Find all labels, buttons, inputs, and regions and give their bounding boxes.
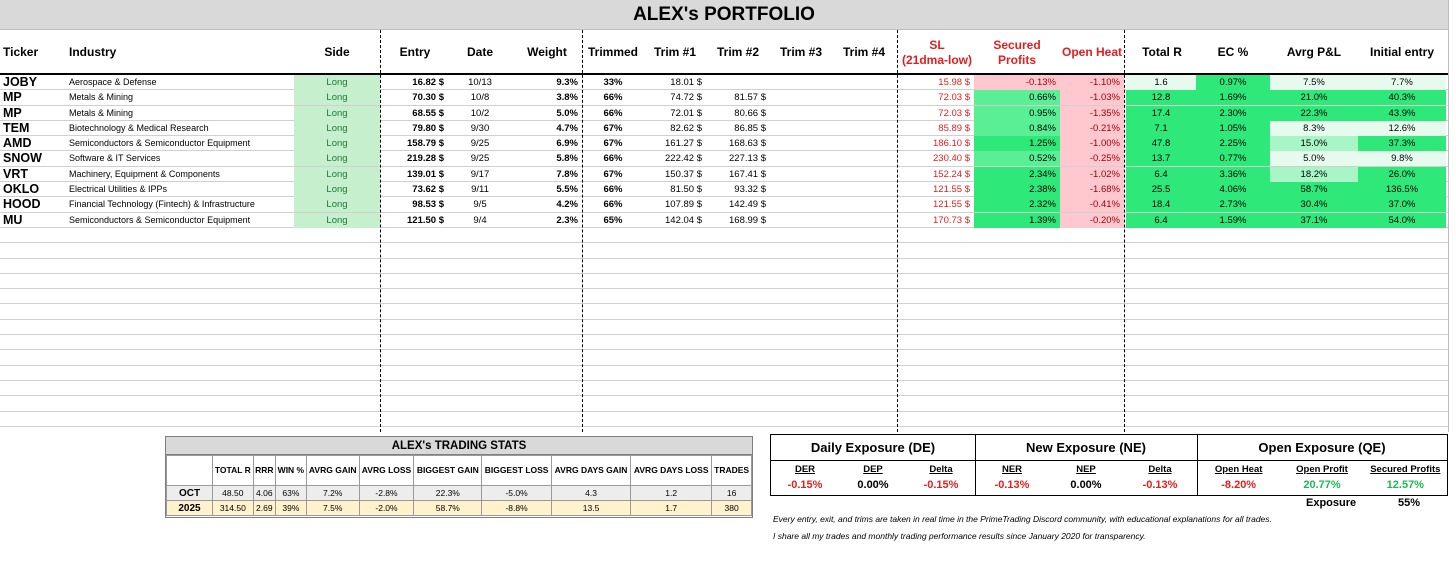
portfolio-table xyxy=(0,30,1448,427)
table-row xyxy=(0,350,1448,365)
cell-total-r: 25.5 xyxy=(1126,182,1196,197)
cell-trimmed: 33% xyxy=(603,77,623,88)
cell-sl: 186.10 $ xyxy=(933,138,970,150)
header-entry: Entry xyxy=(399,45,431,59)
cell-weight: 2.3% xyxy=(556,214,578,226)
cell-open-heat: -0.25% xyxy=(1060,151,1124,166)
cell-trim1: 82.62 $ xyxy=(670,122,702,134)
cell-weight: 5.0% xyxy=(556,107,578,119)
stats-col-header: BIGGEST GAIN xyxy=(414,456,482,486)
oe-value: 12.57% xyxy=(1386,479,1424,491)
cell-industry: Biotechnology & Medical Research xyxy=(69,122,209,133)
note-line-1: Every entry, exit, and trims are taken in real time in the PrimeTrading Discord community, with educational explanations for all trades. xyxy=(773,514,1272,524)
oe-label: Open Profit xyxy=(1296,464,1348,475)
stats-oct-value: 4.3 xyxy=(551,486,630,501)
divider xyxy=(582,30,583,432)
cell-sl: 121.55 $ xyxy=(933,184,970,196)
divider xyxy=(1448,0,1449,432)
cell-weight: 6.9% xyxy=(556,138,578,150)
cell-avg-pl: 30.4% xyxy=(1270,197,1358,212)
cell-industry: Software & IT Services xyxy=(69,153,161,164)
header-trim4: Trim #4 xyxy=(842,45,886,59)
cell-ticker: SNOW xyxy=(3,151,42,166)
stats-col-header: AVRG GAIN xyxy=(306,456,359,486)
cell-side: Long xyxy=(294,90,380,105)
cell-date: 10/2 xyxy=(470,107,490,119)
stats-year-value: 314.50 xyxy=(213,501,254,516)
header-ticker: Ticker xyxy=(3,45,39,59)
cell-ticker: OKLO xyxy=(3,182,40,197)
cell-open-heat: -0.20% xyxy=(1060,213,1124,228)
stats-oct-value: 4.06 xyxy=(253,486,275,501)
ne-label: Delta xyxy=(1148,464,1172,475)
ne-value: 0.00% xyxy=(1070,479,1102,491)
header-side: Side xyxy=(324,45,350,59)
cell-entry: 70.30 $ xyxy=(412,92,444,104)
cell-open-heat: -1.68% xyxy=(1060,182,1124,197)
oe-label: Secured Profits xyxy=(1370,464,1441,475)
header-sl xyxy=(900,30,974,75)
cell-date: 9/5 xyxy=(473,199,487,211)
header-date: Date xyxy=(466,45,493,59)
cell-avg-pl: 7.5% xyxy=(1270,75,1358,90)
cell-initial-entry: 12.6% xyxy=(1358,121,1446,136)
cell-ec: 2.73% xyxy=(1196,197,1270,212)
cell-total-r: 12.8 xyxy=(1126,90,1196,105)
portfolio-title: ALEX's PORTFOLIO xyxy=(0,0,1448,30)
cell-open-heat: -1.10% xyxy=(1060,75,1124,90)
cell-total-r: 7.1 xyxy=(1126,121,1196,136)
stats-oct-value: 1.2 xyxy=(631,486,712,501)
stats-corner xyxy=(167,456,213,486)
header-secured: Secured Profits xyxy=(993,37,1041,67)
cell-ec: 4.06% xyxy=(1196,182,1270,197)
stats-col-header: AVRG DAYS GAIN xyxy=(551,456,630,486)
table-row xyxy=(0,274,1448,289)
cell-open-heat: -1.03% xyxy=(1060,90,1124,105)
cell-date: 9/4 xyxy=(473,214,487,226)
cell-ec: 1.59% xyxy=(1196,213,1270,228)
cell-date: 10/13 xyxy=(468,77,492,88)
cell-ticker: VRT xyxy=(3,166,28,181)
table-row xyxy=(0,75,1448,90)
cell-ec: 1.69% xyxy=(1196,90,1270,105)
cell-trim1: 222.42 $ xyxy=(665,153,702,165)
stats-table xyxy=(166,455,752,516)
cell-trim1: 161.27 $ xyxy=(665,138,702,150)
table-row xyxy=(0,106,1448,121)
table-row xyxy=(0,381,1448,396)
header-trimmed: Trimmed xyxy=(587,45,638,59)
cell-industry: Financial Technology (Fintech) & Infrastructure xyxy=(69,199,255,210)
stats-oct-value: 48.50 xyxy=(213,486,254,501)
stats-col-header: WIN % xyxy=(276,456,307,486)
cell-trim1: 74.72 $ xyxy=(670,92,702,104)
cell-open-heat: -1.35% xyxy=(1060,106,1124,121)
cell-trim2: 168.63 $ xyxy=(729,138,766,150)
stats-year-label: 2025 xyxy=(167,501,213,516)
stats-oct-value: 22.3% xyxy=(414,486,482,501)
stats-col-header: BIGGEST LOSS xyxy=(482,456,552,486)
cell-trimmed: 67% xyxy=(603,168,623,180)
table-row xyxy=(0,289,1448,304)
cell-entry: 79.80 $ xyxy=(412,122,444,134)
table-row xyxy=(0,243,1448,258)
table-row xyxy=(0,136,1448,151)
ne-value: -0.13% xyxy=(994,479,1030,491)
cell-side: Long xyxy=(294,151,380,166)
cell-trim1: 72.01 $ xyxy=(670,107,702,119)
cell-sl: 72.03 $ xyxy=(938,92,970,104)
stats-year-value: 2.69 xyxy=(253,501,275,516)
cell-initial-entry: 37.0% xyxy=(1358,197,1446,212)
cell-ec: 3.36% xyxy=(1196,167,1270,182)
stats-year-value: 39% xyxy=(276,501,307,516)
table-row xyxy=(0,396,1448,411)
cell-ec: 2.25% xyxy=(1196,136,1270,151)
stats-oct-value: 16 xyxy=(712,486,752,501)
cell-secured: 1.39% xyxy=(974,213,1060,228)
cell-sl: 170.73 $ xyxy=(933,214,970,226)
cell-sl: 230.40 $ xyxy=(933,153,970,165)
table-body xyxy=(0,75,1448,427)
cell-entry: 121.50 $ xyxy=(407,214,444,226)
cell-side: Long xyxy=(294,167,380,182)
table-row xyxy=(0,213,1448,228)
divider xyxy=(380,30,381,432)
cell-weight: 4.7% xyxy=(556,122,578,134)
table-row xyxy=(0,335,1448,350)
cell-trimmed: 66% xyxy=(603,184,623,196)
cell-sl: 72.03 $ xyxy=(938,107,970,119)
header-sl-label: SL xyxy=(929,37,945,52)
cell-industry: Semiconductors & Semiconductor Equipment xyxy=(69,138,251,149)
cell-ec: 2.30% xyxy=(1196,106,1270,121)
cell-industry: Metals & Mining xyxy=(69,92,134,103)
cell-total-r: 1.6 xyxy=(1126,75,1196,90)
cell-trimmed: 66% xyxy=(603,153,623,165)
cell-ticker: TEM xyxy=(3,120,30,135)
ne-label: NEP xyxy=(1076,464,1096,475)
cell-initial-entry: 7.7% xyxy=(1358,75,1446,90)
stats-oct-label: OCT xyxy=(167,486,213,501)
stats-year-value: 380 xyxy=(712,501,752,516)
stats-year-value: 13.5 xyxy=(551,501,630,516)
cell-trim1: 142.04 $ xyxy=(665,214,702,226)
cell-date: 9/11 xyxy=(471,184,489,196)
cell-ticker: HOOD xyxy=(3,197,41,212)
cell-ticker: JOBY xyxy=(3,75,38,89)
cell-trim2: 142.49 $ xyxy=(729,199,766,211)
cell-weight: 7.8% xyxy=(556,168,578,180)
cell-trim2: 227.13 $ xyxy=(729,153,766,165)
ne-label: NER xyxy=(1001,464,1023,475)
header-ec: EC % xyxy=(1217,45,1249,59)
cell-trim2: 81.57 $ xyxy=(734,92,766,104)
cell-avg-pl: 22.3% xyxy=(1270,106,1358,121)
table-header xyxy=(0,30,1448,75)
header-industry: Industry xyxy=(69,45,117,59)
cell-trimmed: 65% xyxy=(603,214,623,226)
cell-industry: Aerospace & Defense xyxy=(69,77,157,87)
stats-col-header: RRR xyxy=(253,456,275,486)
cell-trim1: 81.50 $ xyxy=(670,184,702,196)
stats-oct-value: 63% xyxy=(276,486,307,501)
stats-year-value: 1.7 xyxy=(631,501,712,516)
cell-entry: 219.28 $ xyxy=(407,153,444,165)
cell-avg-pl: 5.0% xyxy=(1270,151,1358,166)
table-row xyxy=(0,121,1448,136)
cell-sl: 121.55 $ xyxy=(933,199,970,211)
table-row xyxy=(0,182,1448,197)
cell-entry: 158.79 $ xyxy=(407,138,444,150)
cell-ec: 0.77% xyxy=(1196,151,1270,166)
cell-secured: 2.38% xyxy=(974,182,1060,197)
cell-date: 9/25 xyxy=(470,138,490,150)
cell-industry: Electrical Utilities & IPPs xyxy=(69,184,168,195)
cell-weight: 9.3% xyxy=(556,77,578,88)
header-sl-sub: (21dma-low) xyxy=(901,52,972,67)
ne-value: -0.13% xyxy=(1142,479,1178,491)
cell-initial-entry: 54.0% xyxy=(1358,213,1446,228)
cell-industry: Metals & Mining xyxy=(69,107,134,118)
cell-weight: 5.8% xyxy=(556,153,578,165)
header-initial-entry: Initial entry xyxy=(1369,45,1434,59)
table-row xyxy=(0,167,1448,182)
de-label: DER xyxy=(794,464,816,475)
cell-initial-entry: 136.5% xyxy=(1358,182,1446,197)
cell-open-heat: -1.00% xyxy=(1060,136,1124,151)
cell-trimmed: 66% xyxy=(603,92,623,104)
cell-trim2: 167.41 $ xyxy=(729,168,766,180)
cell-side: Long xyxy=(294,197,380,212)
table-row xyxy=(0,90,1448,105)
cell-open-heat: -0.41% xyxy=(1060,197,1124,212)
cell-side: Long xyxy=(294,121,380,136)
oe-value: 20.77% xyxy=(1303,479,1341,491)
cell-avg-pl: 37.1% xyxy=(1270,213,1358,228)
cell-secured: 0.66% xyxy=(974,90,1060,105)
cell-trim2: 93.32 $ xyxy=(734,184,766,196)
de-value: 0.00% xyxy=(857,479,889,491)
oe-title: Open Exposure (QE) xyxy=(1197,435,1447,461)
stats-year-value: 58.7% xyxy=(414,501,482,516)
cell-total-r: 6.4 xyxy=(1126,213,1196,228)
de-label: DEP xyxy=(863,464,883,475)
table-row xyxy=(0,151,1448,166)
cell-trim1: 107.89 $ xyxy=(665,199,702,211)
cell-total-r: 17.4 xyxy=(1126,106,1196,121)
cell-trim2: 80.66 $ xyxy=(734,107,766,119)
cell-trim2: 86.85 $ xyxy=(734,122,766,134)
cell-ec: 1.05% xyxy=(1196,121,1270,136)
cell-total-r: 18.4 xyxy=(1126,197,1196,212)
header-trim2: Trim #2 xyxy=(716,45,760,59)
ne-title: New Exposure (NE) xyxy=(975,435,1197,461)
de-value: -0.15% xyxy=(923,479,959,491)
cell-ec: 0.97% xyxy=(1196,75,1270,90)
cell-secured: 0.95% xyxy=(974,106,1060,121)
stats-col-header: TOTAL R xyxy=(213,456,254,486)
stats-col-header: TRADES xyxy=(712,456,752,486)
cell-secured: 0.84% xyxy=(974,121,1060,136)
cell-total-r: 47.8 xyxy=(1126,136,1196,151)
cell-entry: 16.82 $ xyxy=(412,77,444,88)
cell-sl: 152.24 $ xyxy=(933,168,970,180)
cell-trimmed: 67% xyxy=(603,122,623,134)
cell-avg-pl: 21.0% xyxy=(1270,90,1358,105)
stats-year-value: -2.0% xyxy=(359,501,414,516)
cell-date: 9/25 xyxy=(470,153,490,165)
cell-avg-pl: 18.2% xyxy=(1270,167,1358,182)
cell-open-heat: -0.21% xyxy=(1060,121,1124,136)
cell-trimmed: 66% xyxy=(603,107,623,119)
stats-col-header: AVRG LOSS xyxy=(359,456,414,486)
cell-initial-entry: 9.8% xyxy=(1358,151,1446,166)
cell-ticker: MP xyxy=(3,105,22,120)
cell-avg-pl: 15.0% xyxy=(1270,136,1358,151)
cell-side: Long xyxy=(294,182,380,197)
cell-initial-entry: 40.3% xyxy=(1358,90,1446,105)
table-row xyxy=(0,366,1448,381)
cell-trim2: 168.99 $ xyxy=(729,214,766,226)
stats-year-value: 7.5% xyxy=(306,501,359,516)
table-row xyxy=(0,259,1448,274)
cell-total-r: 6.4 xyxy=(1126,167,1196,182)
stats-col-header: AVRG DAYS LOSS xyxy=(631,456,712,486)
table-row xyxy=(0,228,1448,243)
cell-ticker: AMD xyxy=(3,136,32,151)
cell-sl: 15.98 $ xyxy=(938,77,970,88)
header-total-r: Total R xyxy=(1142,45,1182,59)
cell-secured: -0.13% xyxy=(974,75,1060,90)
cell-industry: Semiconductors & Semiconductor Equipment xyxy=(69,214,251,225)
header-avg-pl: Avrg P&L xyxy=(1286,45,1342,59)
cell-initial-entry: 26.0% xyxy=(1358,167,1446,182)
cell-avg-pl: 58.7% xyxy=(1270,182,1358,197)
cell-weight: 4.2% xyxy=(556,199,578,211)
cell-date: 9/17 xyxy=(470,168,490,180)
cell-side: Long xyxy=(294,106,380,121)
cell-trim2 xyxy=(706,75,770,90)
divider xyxy=(1124,30,1125,432)
cell-initial-entry: 37.3% xyxy=(1358,136,1446,151)
exposure-label: Exposure xyxy=(1306,497,1357,509)
cell-industry: Machinery, Equipment & Components xyxy=(69,168,220,179)
cell-entry: 73.62 $ xyxy=(412,184,444,196)
cell-date: 10/8 xyxy=(470,92,490,104)
header-trim3: Trim #3 xyxy=(779,45,823,59)
table-row xyxy=(0,412,1448,427)
cell-trimmed: 66% xyxy=(603,199,623,211)
cell-open-heat: -1.02% xyxy=(1060,167,1124,182)
table-row xyxy=(0,304,1448,319)
de-title: Daily Exposure (DE) xyxy=(771,435,975,461)
cell-side: Long xyxy=(294,213,380,228)
cell-weight: 3.8% xyxy=(556,92,578,104)
stats-oct-value: -5.0% xyxy=(482,486,552,501)
cell-side: Long xyxy=(294,136,380,151)
header-weight: Weight xyxy=(527,45,567,59)
stats-year-value: -8.8% xyxy=(482,501,552,516)
trading-stats xyxy=(165,436,753,518)
cell-secured: 0.52% xyxy=(974,151,1060,166)
note-line-2: I share all my trades and monthly trading performance results since January 2020 for transparency. xyxy=(773,531,1146,541)
table-row xyxy=(0,320,1448,335)
cell-initial-entry: 43.9% xyxy=(1358,106,1446,121)
oe-label: Open Heat xyxy=(1214,464,1263,475)
cell-date: 9/30 xyxy=(470,122,490,134)
oe-value: -8.20% xyxy=(1221,479,1257,491)
exposure-panel xyxy=(770,434,1448,496)
divider xyxy=(897,30,898,432)
cell-trim1: 150.37 $ xyxy=(665,168,702,180)
cell-total-r: 13.7 xyxy=(1126,151,1196,166)
cell-secured: 2.34% xyxy=(974,167,1060,182)
cell-side: Long xyxy=(294,75,380,90)
de-value: -0.15% xyxy=(787,479,823,491)
cell-ticker: MU xyxy=(3,212,23,227)
cell-weight: 5.5% xyxy=(556,184,578,196)
cell-entry: 139.01 $ xyxy=(407,168,444,180)
cell-ticker: MP xyxy=(3,90,22,105)
stats-oct-value: -2.8% xyxy=(359,486,414,501)
exposure-value: 55% xyxy=(1398,497,1421,509)
cell-avg-pl: 8.3% xyxy=(1270,121,1358,136)
stats-title: ALEX's TRADING STATS xyxy=(166,437,752,455)
cell-entry: 68.55 $ xyxy=(412,107,444,119)
header-open-heat: Open Heat xyxy=(1061,45,1122,59)
header-trim1: Trim #1 xyxy=(653,45,697,59)
cell-secured: 1.25% xyxy=(974,136,1060,151)
cell-trim1: 18.01 $ xyxy=(670,77,702,88)
cell-secured: 2.32% xyxy=(974,197,1060,212)
cell-sl: 85.89 $ xyxy=(938,122,970,134)
cell-trimmed: 67% xyxy=(603,138,623,150)
de-label: Delta xyxy=(929,464,953,475)
table-row xyxy=(0,197,1448,212)
stats-oct-value: 7.2% xyxy=(306,486,359,501)
cell-entry: 98.53 $ xyxy=(412,199,444,211)
